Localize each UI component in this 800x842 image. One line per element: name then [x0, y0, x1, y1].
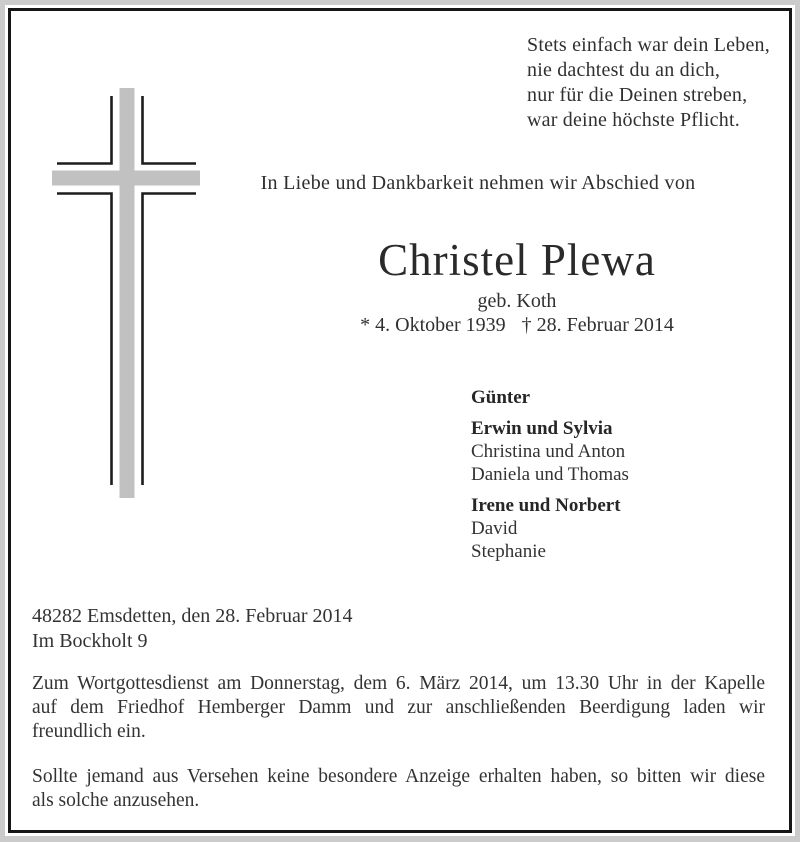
birth-date: * 4. Oktober 1939	[360, 314, 506, 336]
notice-line: als solche anzusehen.	[32, 790, 200, 811]
notice-paragraph	[32, 765, 765, 813]
obituary-card	[5, 5, 795, 836]
service-line: freundlich ein.	[32, 721, 146, 742]
notice-line: Sollte jemand aus Versehen keine besondere Anzeige erhalten haben, so bitten wir diese	[32, 766, 765, 787]
life-dates	[217, 313, 800, 337]
city-date-line: 48282 Emsdetten, den 28. Februar 2014	[32, 605, 353, 627]
verse-line: war deine höchste Pflicht.	[527, 109, 740, 131]
mourner-name: David	[471, 518, 518, 539]
farewell-line: In Liebe und Dankbarkeit nehmen wir Abschied von	[260, 172, 696, 194]
service-announcement	[32, 672, 765, 744]
service-line: auf dem Friedhof Hemberger Damm und zur anschließenden Beerdigung laden wir	[32, 697, 765, 718]
verse-line: Stets einfach war dein Leben,	[527, 34, 770, 56]
place-and-date	[32, 604, 353, 653]
deceased-name: Christel Plewa	[378, 235, 656, 285]
mourners-list	[471, 386, 629, 563]
street-line: Im Bockholt 9	[32, 629, 148, 652]
mourner-name: Christina und Anton	[471, 441, 626, 462]
mourner-name: Günter	[471, 387, 531, 408]
christian-cross-icon	[50, 83, 210, 503]
mourner-name: Daniela und Thomas	[471, 464, 629, 485]
verse-line: nur für die Deinen streben,	[527, 84, 748, 106]
maiden-name: geb. Koth	[477, 290, 557, 312]
mourner-name: Irene und Norbert	[471, 495, 621, 516]
death-date: † 28. Februar 2014	[521, 314, 674, 336]
service-line: Zum Wortgottesdienst am Donnerstag, dem 6. März 2014, um 13.30 Uhr in der Kapelle	[32, 673, 765, 694]
memorial-verse	[527, 33, 770, 133]
mourner-name: Erwin und Sylvia	[471, 418, 613, 439]
verse-line: nie dachtest du an dich,	[527, 59, 721, 81]
deceased-block	[217, 235, 800, 337]
mourner-name: Stephanie	[471, 541, 546, 562]
